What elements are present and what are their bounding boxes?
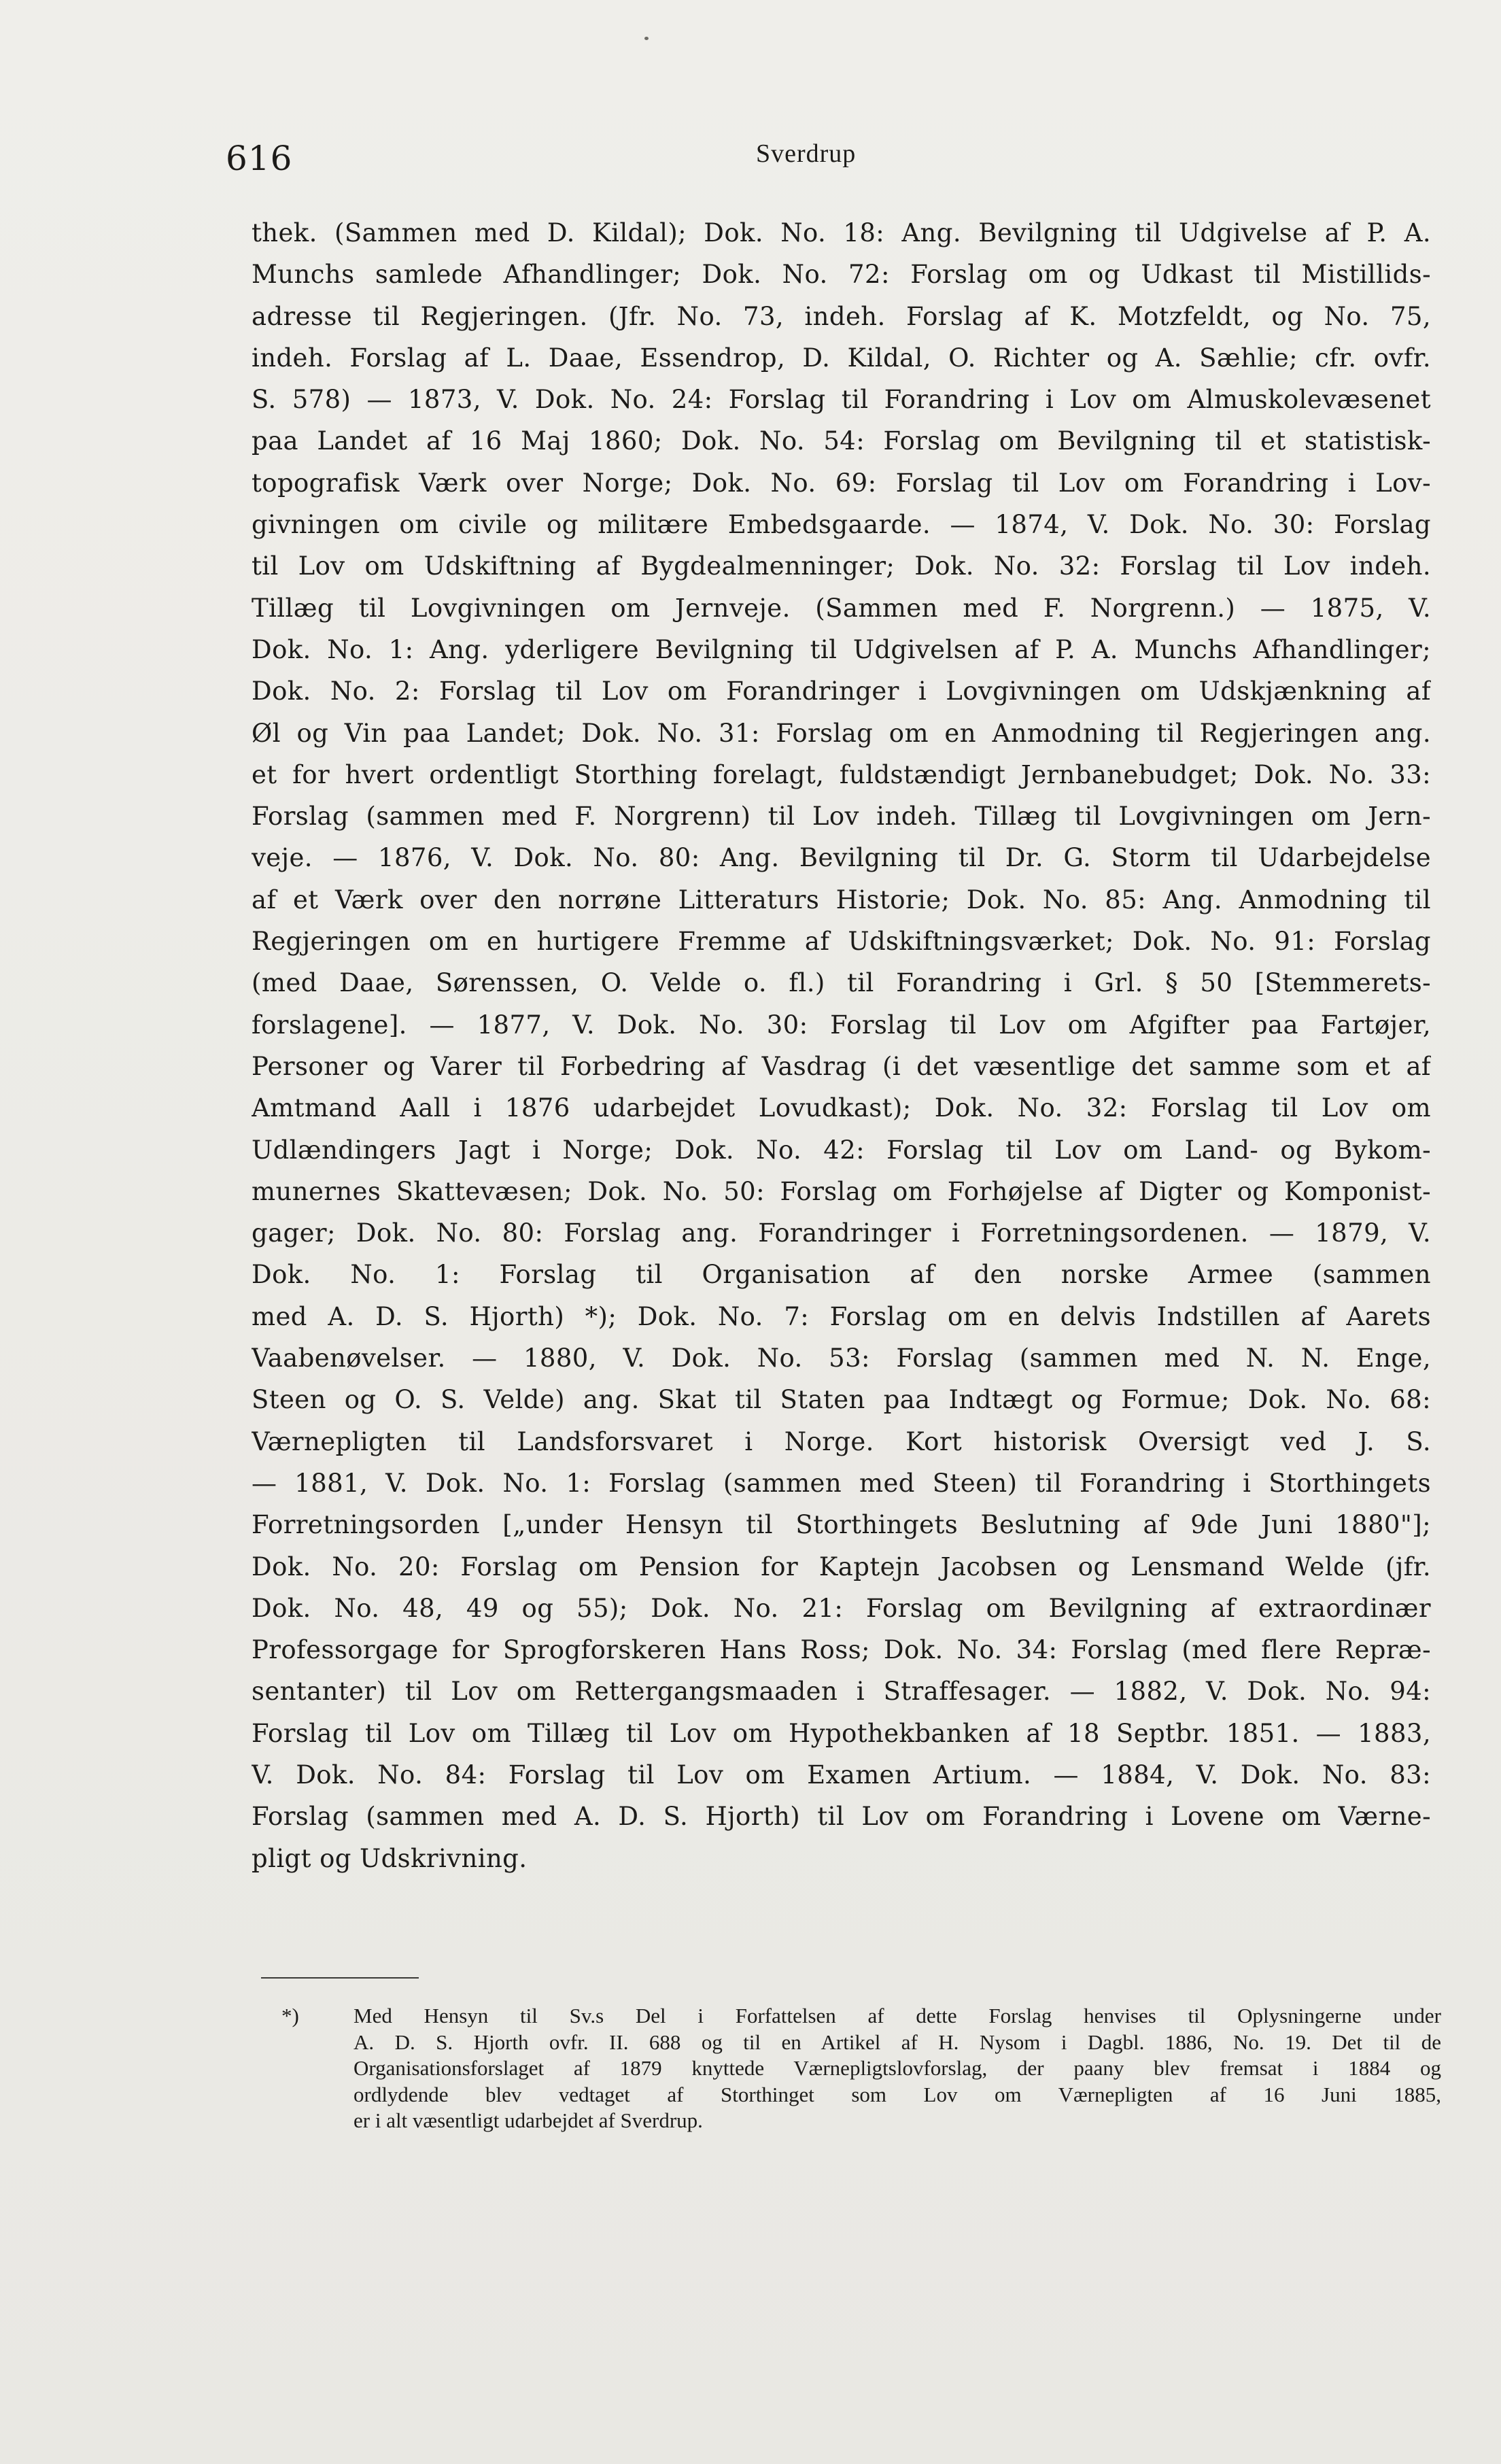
scan-speck: [644, 37, 649, 40]
text-line: til Lov om Udskiftning af Bygdealmenninger; Dok. No. 32: Forslag til Lov indeh.: [252, 551, 1431, 581]
text-line: thek. (Sammen med D. Kildal); Dok. No. 18: Ang. Bevilgning til Udgivelse af P. A.: [252, 218, 1431, 247]
text-line: Tillæg til Lovgivningen om Jernveje. (Sammen med F. Norgrenn.) — 1875, V.: [252, 593, 1431, 623]
footnote-marker: *): [281, 2004, 299, 2027]
text-line: S. 578) — 1873, V. Dok. No. 24: Forslag til Forandring i Lov om Almuskolevæsenet: [252, 385, 1431, 415]
text-line: forslagene]. — 1877, V. Dok. No. 30: Forslag til Lov om Afgifter paa Fartøjer,: [252, 1010, 1431, 1040]
text-line: (med Daae, Sørenssen, O. Velde o. fl.) til Forandring i Grl. § 50 [Stemmerets-: [252, 968, 1431, 998]
text-line: — 1881, V. Dok. No. 1: Forslag (sammen med Steen) til Forandring i Storthingets: [252, 1468, 1431, 1498]
footnote-line: ordlydende blev vedtaget af Storthinget som Lov om Værnepligten af 16 Juni 1885,: [353, 2082, 1441, 2106]
text-line: et for hvert ordentligt Storthing forelagt, fuldstændigt Jernbanebudget; Dok. No. 33:: [252, 759, 1431, 789]
footnote-divider: [261, 1977, 419, 1979]
text-line: givningen om civile og militære Embedsgaarde. — 1874, V. Dok. No. 30: Forslag: [252, 510, 1431, 540]
text-line: Forslag til Lov om Tillæg til Lov om Hypothekbanken af 18 Septbr. 1851. — 1883,: [252, 1718, 1431, 1748]
text-line: Dok. No. 48, 49 og 55); Dok. No. 21: Forslag om Bevilgning af extraordinær: [252, 1593, 1431, 1623]
text-line: paa Landet af 16 Maj 1860; Dok. No. 54: Forslag om Bevilgning til et statistisk-: [252, 426, 1431, 456]
footnote-row: [264, 2003, 1447, 2030]
text-line: pligt og Udskrivning.: [252, 1843, 528, 1873]
footnote-row: [264, 2108, 1447, 2134]
text-line: V. Dok. No. 84: Forslag til Lov om Examen Artium. — 1884, V. Dok. No. 83:: [252, 1760, 1431, 1790]
text-line: veje. — 1876, V. Dok. No. 80: Ang. Bevilgning til Dr. G. Storm til Udarbejdelse: [252, 843, 1431, 873]
text-line: Regjeringen om en hurtigere Fremme af Udskiftningsværket; Dok. No. 91: Forslag: [252, 927, 1431, 957]
text-line: Amtmand Aall i 1876 udarbejdet Lovudkast); Dok. No. 32: Forslag til Lov om: [252, 1093, 1431, 1123]
text-line: Øl og Vin paa Landet; Dok. No. 31: Forslag om en Anmodning til Regjeringen ang.: [252, 718, 1431, 748]
text-line: Dok. No. 1: Forslag til Organisation af den norske Armee (sammen: [252, 1260, 1431, 1290]
page-number: 616: [226, 139, 293, 178]
text-line: Forslag (sammen med F. Norgrenn) til Lov indeh. Tillæg til Lovgivningen om Jern-: [252, 802, 1431, 832]
footnote-row: [264, 2082, 1447, 2108]
running-head: Sverdrup: [756, 139, 857, 168]
text-line: Forretningsorden [„under Hensyn til Storthingets Beslutning af 9de Juni 1880"];: [252, 1510, 1431, 1540]
text-line: indeh. Forslag af L. Daae, Essendrop, D. Kildal, O. Richter og A. Sæhlie; cfr. ovfr.: [252, 343, 1431, 373]
text-line: Personer og Varer til Forbedring af Vasdrag (i det væsentlige det samme som et af: [252, 1051, 1431, 1081]
footnote-line: A. D. S. Hjorth ovfr. II. 688 og til en Artikel af H. Nysom i Dagbl. 1886, No. 19. Det til de: [353, 2030, 1441, 2054]
text-line: Udlændingers Jagt i Norge; Dok. No. 42: Forslag til Lov om Land- og Bykom-: [252, 1135, 1431, 1165]
footnote-row: [264, 2030, 1447, 2056]
text-line: sentanter) til Lov om Rettergangsmaaden i Straffesager. — 1882, V. Dok. No. 94:: [252, 1677, 1431, 1707]
text-line: Dok. No. 1: Ang. yderligere Bevilgning til Udgivelsen af P. A. Munchs Afhandlinger;: [252, 634, 1431, 664]
text-line: Munchs samlede Afhandlinger; Dok. No. 72: Forslag om og Udkast til Mistillids-: [252, 260, 1431, 290]
text-line: af et Værk over den norrøne Litteraturs Historie; Dok. No. 85: Ang. Anmodning til: [252, 885, 1431, 914]
text-line: adresse til Regjeringen. (Jfr. No. 73, indeh. Forslag af K. Motzfeldt, og No. 75,: [252, 301, 1431, 331]
footnote-row: [264, 2055, 1447, 2082]
text-line: Steen og O. S. Velde) ang. Skat til Staten paa Indtægt og Formue; Dok. No. 68:: [252, 1385, 1431, 1415]
text-line: Dok. No. 2: Forslag til Lov om Forandringer i Lovgivningen om Udskjænkning af: [252, 677, 1431, 706]
text-line: Værnepligten til Landsforsvaret i Norge. Kort historisk Oversigt ved J. S.: [252, 1426, 1431, 1456]
footnote-line: Med Hensyn til Sv.s Del i Forfattelsen af dette Forslag henvises til Oplysningerne under: [353, 2004, 1441, 2027]
footnote-line: Organisationsforslaget af 1879 knyttede Værnepligtslovforslag, der paany blev fremsat i 1884 og: [353, 2056, 1441, 2080]
text-line: munernes Skattevæsen; Dok. No. 50: Forslag om Forhøjelse af Digter og Komponist-: [252, 1176, 1431, 1206]
text-line: gager; Dok. No. 80: Forslag ang. Forandringer i Forretningsordenen. — 1879, V.: [252, 1218, 1431, 1248]
footnote: [264, 2003, 1447, 2134]
text-line: Forslag (sammen med A. D. S. Hjorth) til Lov om Forandring i Lovene om Værne-: [252, 1802, 1431, 1832]
footnote-line: er i alt væsentligt udarbejdet af Sverdrup.: [353, 2108, 703, 2132]
text-line: Dok. No. 20: Forslag om Pension for Kaptejn Jacobsen og Lensmand Welde (jfr.: [252, 1552, 1431, 1581]
text-line: topografisk Værk over Norge; Dok. No. 69: Forslag til Lov om Forandring i Lov-: [252, 468, 1431, 498]
text-line: med A. D. S. Hjorth) *); Dok. No. 7: Forslag om en delvis Indstillen af Aarets: [252, 1301, 1431, 1331]
text-line: Vaabenøvelser. — 1880, V. Dok. No. 53: Forslag (sammen med N. N. Enge,: [252, 1344, 1431, 1373]
text-line: Professorgage for Sprogforskeren Hans Ross; Dok. No. 34: Forslag (med flere Repræ-: [252, 1635, 1431, 1665]
main-text: [252, 212, 1431, 1879]
